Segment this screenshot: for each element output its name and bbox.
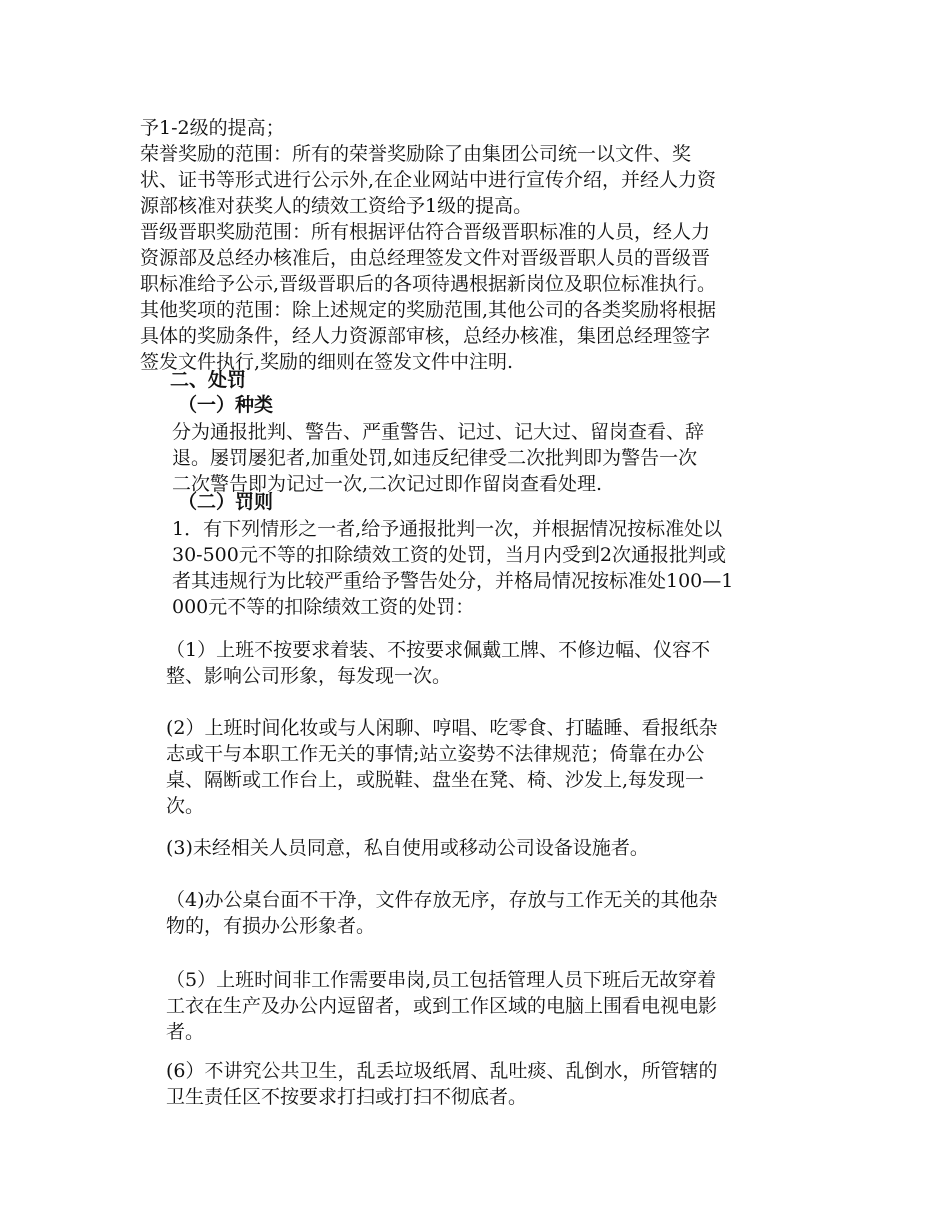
list-item-5: （5）上班时间非工作需要串岗,员工包括管理人员下班后无故穿着 工衣在生产及办公内逗留者，或到工作区域的电脑上围看电视电影 者。 bbox=[166, 969, 718, 1043]
section-heading-punishment: 二、处罚 bbox=[170, 369, 247, 391]
paragraph-rule-1: 1．有下列情形之一者,给予通报批判一次，并根据情况按标准处以 30-500元不等的扣除绩效工资的处罚，当月内受到2次通报批判或 者其违规行为比较严重给予警告处分，并格局情况按标准处100—1 000元不等的扣除绩效工资的处罚： bbox=[172, 518, 734, 618]
paragraph-promotion-award-scope: 晋级晋职奖励范围：所有根据评估符合晋级晋职标准的人员，经人力 资源部及总经办核准后，由总经理签发文件对晋级晋职人员的晋级晋 职标准给予公示,晋级晋职后的各项待遇根据新岗位及职位标准执行。 bbox=[140, 221, 717, 295]
paragraph-punishment-types: 分为通报批判、警告、严重警告、记过、记大过、留岗查看、辞 退。屡罚屡犯者,加重处罚,如违反纪律受二次批判即为警告一次 二次警告即为记过一次,二次记过即作留岗查看处理. bbox=[172, 421, 705, 495]
list-item-6: (6）不讲究公共卫生，乱丢垃圾纸屑、乱吐痰、乱倒水，所管辖的 卫生责任区不按要求打扫或打扫不彻底者。 bbox=[166, 1060, 718, 1108]
subsection-heading-rules: （二）罚则 bbox=[178, 491, 274, 513]
list-item-3: (3)未经相关人员同意，私自使用或移动公司设备设施者。 bbox=[166, 837, 649, 859]
paragraph-upgrade-tail: 予1-2级的提高； bbox=[140, 117, 285, 139]
list-item-4: （4)办公桌台面不干净，文件存放无序，存放与工作无关的其他杂 物的，有损办公形象者。 bbox=[166, 889, 718, 937]
paragraph-other-award-scope: 其他奖项的范围：除上述规定的奖励范围,其他公司的各类奖励将根据 具体的奖励条件，经人力资源部审核，总经办核准，集团总经理签字 签发文件执行,奖励的细则在签发文件中注明. bbox=[140, 299, 717, 373]
list-item-2: (2）上班时间化妆或与人闲聊、哼唱、吃零食、打瞌睡、看报纸杂 志或干与本职工作无关的事情;站立姿势不法律规范；倚靠在办公 桌、隔断或工作台上，或脱鞋、盘坐在凳、椅、沙发上,每发现一 次。 bbox=[166, 717, 718, 817]
subsection-heading-types: （一）种类 bbox=[178, 394, 274, 416]
paragraph-honor-award-scope: 荣誉奖励的范围：所有的荣誉奖励除了由集团公司统一以文件、奖 状、证书等形式进行公示外,在企业网站中进行宣传介绍，并经人力资 源部核准对获奖人的绩效工资给予1级的提高。 bbox=[140, 143, 717, 217]
list-item-1: （1）上班不按要求着装、不按要求佩戴工牌、不修边幅、仪容不 整、影响公司形象，每发现一次。 bbox=[166, 639, 711, 687]
